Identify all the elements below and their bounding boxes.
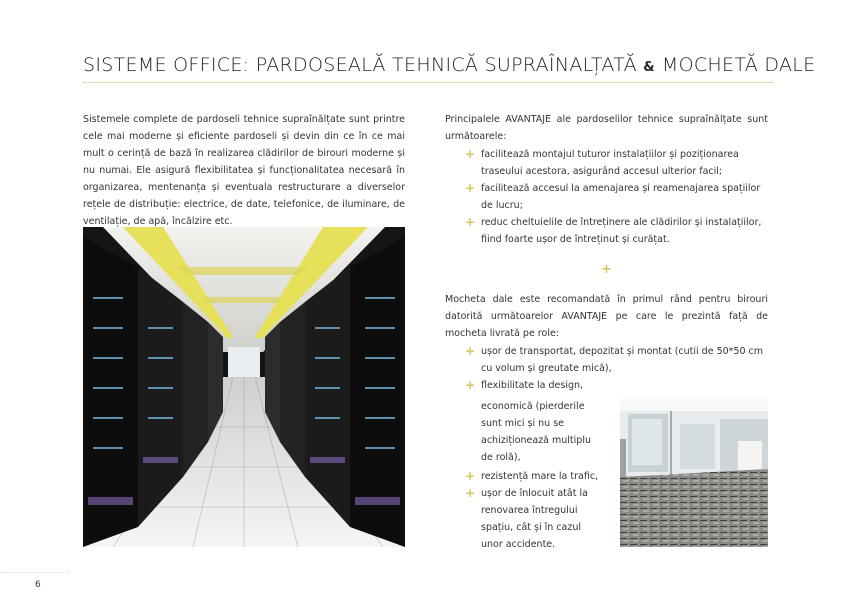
plus-bullet-icon: +: [465, 378, 476, 392]
advantages-list: [465, 146, 770, 248]
title-end: MOCHETĂ DALE: [655, 54, 816, 76]
page-title: [83, 54, 816, 76]
list-item: + facilitează accesul la amenajarea și reamenajarea spațiilor de lucru;: [465, 181, 761, 211]
office-carpet-photo: [620, 399, 768, 547]
list-item: + facilitează montajul tuturor instalațiilor și poziționarea traseului acestora, asigurând accesul ulterior facil;: [465, 147, 739, 177]
plus-bullet-icon: +: [465, 469, 476, 483]
plus-bullet-icon: +: [465, 486, 476, 500]
carpet-economic-text: economică (pierderile sunt mici și nu se achiziționează multiplu de rolă),: [481, 401, 591, 463]
section-separator-icon: +: [601, 262, 612, 277]
list-item: + rezistență mare la trafic,: [465, 469, 599, 483]
title-main: SISTEME OFFICE: PARDOSEALĂ TEHNICĂ SUPRAÎNALȚATĂ: [83, 54, 644, 76]
plus-bullet-icon: +: [465, 181, 476, 195]
plus-bullet-icon: +: [465, 147, 476, 161]
list-item: + ușor de transportat, depozitat și montat (cutii de 50*50 cm cu volum și greutate mică),: [465, 344, 763, 374]
footer-divider: [0, 572, 70, 573]
data-center-photo: [83, 227, 405, 547]
carpet-advantages-list-continued: [465, 468, 605, 553]
list-item: + reduc cheltuielile de întreținere ale clădirilor și instalațiilor, fiind foarte ușor de întreținut și curățat.: [465, 215, 762, 245]
page-number: 6: [35, 580, 41, 590]
list-item: + flexibilitate la design,: [465, 378, 584, 392]
advantages-intro: Principalele AVANTAJE ale pardoselilor tehnice supraînălțate sunt următoarele:: [445, 114, 768, 142]
list-item: + ușor de înlocuit atât la renovarea întregului spațiu, cât și în cazul unor accidente.: [465, 486, 588, 550]
intro-paragraph: Sistemele complete de pardoseli tehnice supraînălțate sunt printre cele mai moderne și eficiente pardoseli și devin din ce în ce mai mult o cerință de bază în realizarea clădirilor de birouri moderne și nu numai. Ele asigură flexibilitatea și funcționalitatea necesară în organizarea, mentenanța și eventuala restructurare a diverselor rețele de distribuție: electrice, de date, telefonice, de iluminare, de ventilație, de apă, încălzire etc.: [83, 114, 405, 227]
plus-bullet-icon: +: [465, 215, 476, 229]
carpet-intro: Mocheta dale este recomandată în primul rând pentru birouri datorită următoarelor AVANTAJE pe care le prezintă față de mocheta livrată pe role:: [445, 294, 768, 339]
plus-bullet-icon: +: [465, 344, 476, 358]
title-divider: [83, 82, 773, 83]
title-ampersand: &: [643, 60, 656, 75]
carpet-advantages-list: [465, 343, 770, 394]
